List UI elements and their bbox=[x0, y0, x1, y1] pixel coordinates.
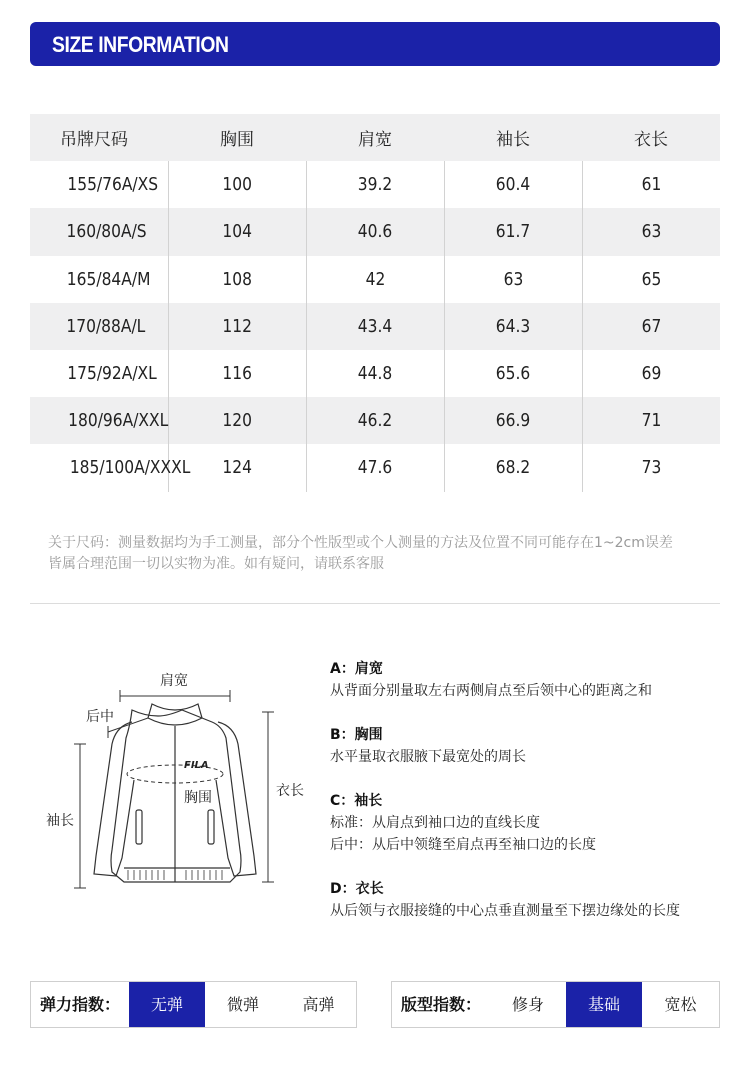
table-cell bbox=[306, 208, 444, 255]
table-cell bbox=[582, 208, 720, 255]
fit-option: 修身 bbox=[511, 995, 544, 1014]
definition-d bbox=[330, 878, 730, 922]
definition-c bbox=[330, 790, 730, 856]
column-header: 衣长 bbox=[582, 114, 720, 161]
table-header-row bbox=[30, 114, 720, 161]
definition-text: 水平量取衣服腋下最宽处的周长 bbox=[330, 749, 526, 765]
measurement-definitions bbox=[330, 658, 730, 944]
chest-label: 胸围 bbox=[184, 790, 212, 806]
cell-value: 68.2 bbox=[495, 457, 531, 479]
shoulder-label: 肩宽 bbox=[160, 673, 188, 689]
definition-a bbox=[330, 658, 730, 702]
cell-value: 104 bbox=[222, 221, 252, 243]
table-row bbox=[30, 397, 720, 444]
definition-b bbox=[330, 724, 730, 768]
cell-value: 108 bbox=[222, 268, 252, 290]
cell-value: 43.4 bbox=[357, 315, 393, 337]
cell-value: 180/96A/XXL bbox=[68, 410, 169, 432]
sleeve-label: 袖长 bbox=[46, 813, 74, 829]
size-note: 关于尺码：测量数据均为手工测量，部分个性版型或个人测量的方法及位置不同可能存在1~2cm误差 皆属合理范围一切以实物为准。如有疑问，请联系客服 bbox=[48, 535, 673, 572]
cell-value: 116 bbox=[222, 363, 252, 385]
section-title: SIZE INFORMATION bbox=[52, 32, 229, 57]
definition-text: 后中：从后中领缝至肩点再至袖口边的长度 bbox=[330, 837, 596, 853]
cell-value: 120 bbox=[222, 410, 252, 432]
table-cell bbox=[168, 161, 306, 208]
jacket-illustration bbox=[40, 660, 310, 910]
column-header: 肩宽 bbox=[306, 114, 444, 161]
fit-option: 宽松 bbox=[664, 995, 697, 1014]
table-cell bbox=[306, 256, 444, 303]
cell-value: 46.2 bbox=[357, 410, 393, 432]
elasticity-option: 无弹 bbox=[129, 982, 205, 1027]
brand-logo: FILA bbox=[184, 760, 209, 771]
cell-value: 63 bbox=[503, 268, 523, 290]
cell-value: 155/76A/XS bbox=[67, 174, 159, 196]
fit-label: 版型指数： bbox=[400, 995, 481, 1014]
divider bbox=[30, 603, 720, 604]
table-cell bbox=[582, 303, 720, 350]
table-cell bbox=[306, 303, 444, 350]
cell-value: 73 bbox=[641, 457, 662, 479]
table-row bbox=[30, 256, 720, 303]
cell-value: 185/100A/XXXL bbox=[69, 457, 191, 479]
back-center-label: 后中 bbox=[86, 709, 114, 725]
cell-value: 112 bbox=[222, 315, 252, 337]
table-cell bbox=[582, 444, 720, 491]
table-cell bbox=[582, 350, 720, 397]
cell-value: 67 bbox=[641, 315, 662, 337]
definition-title: D：衣长 bbox=[330, 881, 384, 897]
table-cell bbox=[444, 256, 582, 303]
cell-value: 61 bbox=[641, 174, 662, 196]
table-cell bbox=[30, 256, 168, 303]
table-cell bbox=[582, 256, 720, 303]
table-cell bbox=[30, 303, 168, 350]
table-cell bbox=[30, 397, 168, 444]
fit-option: 基础 bbox=[566, 982, 642, 1027]
cell-value: 165/84A/M bbox=[66, 268, 151, 290]
table-cell bbox=[444, 397, 582, 444]
cell-value: 65 bbox=[641, 268, 662, 290]
elasticity-index bbox=[30, 981, 357, 1028]
cell-value: 66.9 bbox=[495, 410, 531, 432]
definition-text: 标准：从肩点到袖口边的直线长度 bbox=[330, 815, 540, 831]
definition-text: 从后领与衣服接缝的中心点垂直测量至下摆边缘处的长度 bbox=[330, 903, 680, 919]
table-cell bbox=[30, 161, 168, 208]
table-cell bbox=[444, 303, 582, 350]
cell-value: 42 bbox=[365, 268, 385, 290]
length-label: 衣长 bbox=[276, 783, 304, 799]
table-cell bbox=[30, 444, 191, 491]
table-row bbox=[30, 161, 720, 208]
table-row bbox=[30, 444, 720, 491]
measurement-diagram bbox=[40, 660, 310, 910]
table-cell bbox=[582, 161, 720, 208]
elasticity-label: 弹力指数： bbox=[39, 995, 120, 1014]
elasticity-option: 微弹 bbox=[226, 995, 259, 1014]
cell-value: 65.6 bbox=[495, 363, 531, 385]
cell-value: 100 bbox=[222, 174, 252, 196]
table-cell bbox=[306, 161, 444, 208]
definition-title: C：袖长 bbox=[330, 793, 383, 809]
cell-value: 40.6 bbox=[357, 221, 393, 243]
table-cell bbox=[444, 161, 582, 208]
section-header bbox=[30, 22, 720, 66]
fit-index bbox=[391, 981, 720, 1028]
table-cell bbox=[168, 303, 306, 350]
table-cell bbox=[306, 444, 444, 491]
table-cell bbox=[30, 208, 168, 255]
table-cell bbox=[306, 350, 444, 397]
table-cell bbox=[444, 444, 582, 491]
cell-value: 47.6 bbox=[357, 457, 393, 479]
cell-value: 44.8 bbox=[357, 363, 393, 385]
table-cell bbox=[30, 350, 168, 397]
table-cell bbox=[168, 208, 306, 255]
column-header: 胸围 bbox=[168, 114, 306, 161]
elasticity-option: 高弹 bbox=[302, 995, 335, 1014]
table-cell bbox=[168, 350, 306, 397]
table-cell bbox=[444, 350, 582, 397]
cell-value: 61.7 bbox=[495, 221, 531, 243]
column-header: 吊牌尺码 bbox=[30, 114, 168, 161]
table-cell bbox=[306, 397, 444, 444]
cell-value: 175/92A/XL bbox=[67, 363, 157, 385]
cell-value: 69 bbox=[641, 363, 662, 385]
cell-value: 160/80A/S bbox=[66, 221, 147, 243]
table-cell bbox=[168, 397, 306, 444]
cell-value: 60.4 bbox=[495, 174, 531, 196]
cell-value: 124 bbox=[222, 457, 252, 479]
table-cell bbox=[444, 208, 582, 255]
cell-value: 71 bbox=[641, 410, 662, 432]
definition-text: 从背面分别量取左右两侧肩点至后领中心的距离之和 bbox=[330, 683, 652, 699]
definition-title: B：胸围 bbox=[330, 727, 383, 743]
column-header: 袖长 bbox=[444, 114, 582, 161]
cell-value: 64.3 bbox=[495, 315, 531, 337]
table-row bbox=[30, 208, 720, 255]
table-cell bbox=[582, 397, 720, 444]
definition-title: A：肩宽 bbox=[330, 661, 383, 677]
size-table bbox=[30, 114, 720, 492]
cell-value: 170/88A/L bbox=[66, 315, 146, 337]
table-row bbox=[30, 303, 720, 350]
table-cell bbox=[168, 256, 306, 303]
cell-value: 39.2 bbox=[357, 174, 393, 196]
table-row bbox=[30, 350, 720, 397]
cell-value: 63 bbox=[641, 221, 662, 243]
